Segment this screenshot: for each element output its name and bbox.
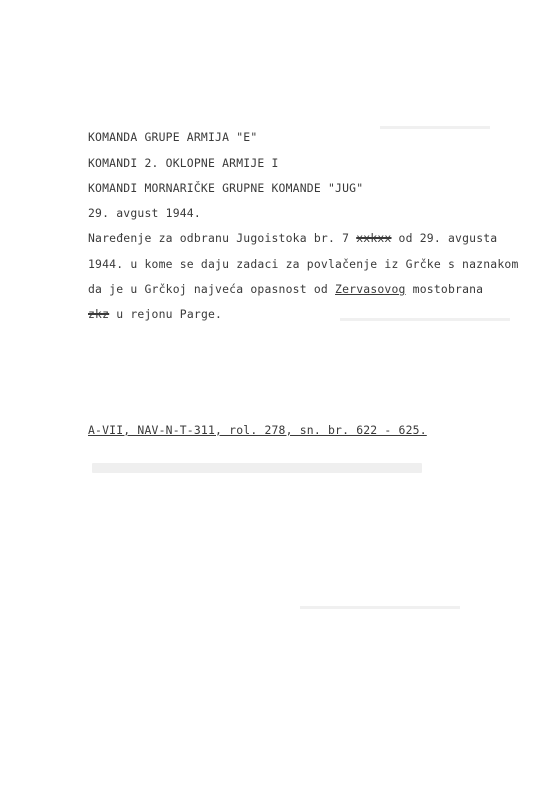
body-line-2: 1944. u kome se daju zadaci za povlačenje iz Grčke s naznakom <box>88 257 519 271</box>
header-line-recipient-2: KOMANDI MORNARIČKE GRUPNE KOMANDE "JUG" <box>88 181 364 195</box>
header-line-recipient-1: KOMANDI 2. OKLOPNE ARMIJE I <box>88 156 279 170</box>
bleed-through-mark <box>340 318 510 321</box>
document-date: 29. avgust 1944. <box>88 206 201 220</box>
body-text: da je u Grčkoj najveća opasnost od <box>88 282 336 296</box>
header-line-command: KOMANDA GRUPE ARMIJA "E" <box>88 130 258 144</box>
bleed-through-mark <box>300 606 460 609</box>
body-text: Naređenje za odbranu Jugoistoka br. 7 <box>88 231 357 245</box>
bleed-through-mark <box>380 126 490 129</box>
struck-out-text: zkz <box>88 307 110 321</box>
bleed-through-mark <box>92 463 422 473</box>
body-text: mostobrana <box>405 282 484 296</box>
body-line-1 <box>88 231 497 245</box>
body-line-3 <box>88 282 483 296</box>
body-line-4 <box>88 307 222 321</box>
body-text: od 29. avgusta <box>391 231 498 245</box>
struck-out-text: xxkxx <box>356 231 392 245</box>
underlined-name: Zervasovog <box>335 282 406 296</box>
archive-reference: A-VII, NAV-N-T-311, rol. 278, sn. br. 622 - 625. <box>88 423 427 437</box>
body-text: u rejonu Parge. <box>109 307 223 321</box>
